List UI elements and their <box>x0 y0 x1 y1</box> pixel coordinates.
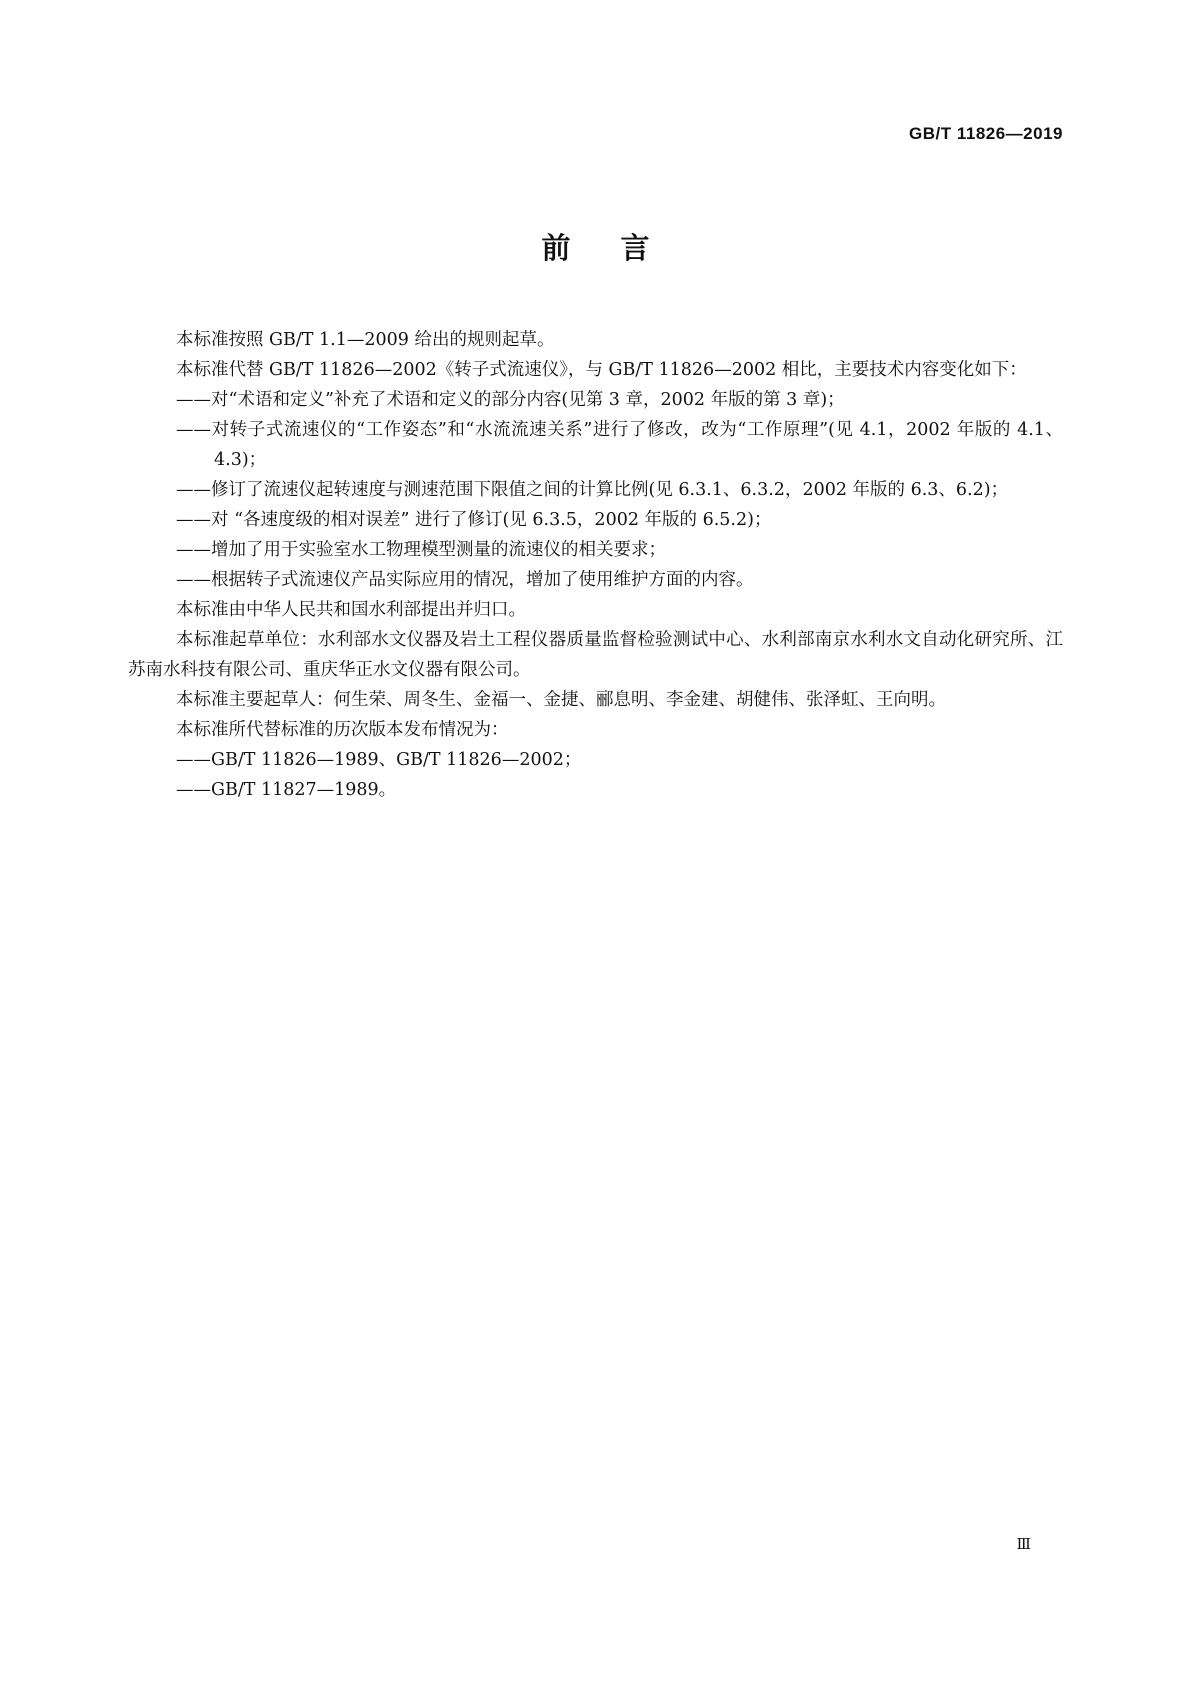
paragraph-drafting-units: 本标准起草单位：水利部水文仪器及岩土工程仪器质量监督检验测试中心、水利部南京水利水文自动化研究所、江苏南水科技有限公司、重庆华正水文仪器有限公司。 <box>128 630 1063 680</box>
standard-number: GB/T 11826—2019 <box>909 124 1063 143</box>
page-number: Ⅲ <box>1016 1535 1031 1553</box>
change-item-5: ——增加了用于实验室水工物理模型测量的流速仪的相关要求； <box>176 540 666 560</box>
change-item-6: ——根据转子式流速仪产品实际应用的情况，增加了使用维护方面的内容。 <box>176 570 754 590</box>
body-text <box>128 325 1063 805</box>
change-item-1: ——对“术语和定义”补充了术语和定义的部分内容(见第 3 章，2002 年版的第 3 章)； <box>176 390 845 410</box>
paragraph-replacement: 本标准代替 GB/T 11826—2002《转子式流速仪》，与 GB/T 11826—2002 相比，主要技术内容变化如下： <box>176 360 1027 380</box>
page-title: 前言 <box>541 231 700 265</box>
change-item-4: ——对 “各速度级的相对误差” 进行了修订(见 6.3.5，2002 年版的 6.5.2)； <box>176 510 772 530</box>
paragraph-drafting-rules: 本标准按照 GB/T 1.1—2009 给出的规则起草。 <box>176 330 555 350</box>
change-item-2: ——对转子式流速仪的“工作姿态”和“水流流速关系”进行了修改，改为“工作原理”(见 4.1，2002 年版的 4.1、4.3)； <box>176 420 1063 470</box>
change-item-3: ——修订了流速仪起转速度与测速范围下限值之间的计算比例(见 6.3.1、6.3.2，2002 年版的 6.3、6.2)； <box>176 480 1009 500</box>
history-item-1: ——GB/T 11826—1989、GB/T 11826—2002； <box>176 750 582 770</box>
paragraph-history-intro: 本标准所代替标准的历次版本发布情况为： <box>176 720 509 740</box>
paragraph-proposer: 本标准由中华人民共和国水利部提出并归口。 <box>176 600 526 620</box>
history-item-2: ——GB/T 11827—1989。 <box>176 780 397 800</box>
paragraph-drafters: 本标准主要起草人：何生荣、周冬生、金福一、金捷、郦息明、李金建、胡健伟、张泽虹、王向明。 <box>176 690 946 710</box>
